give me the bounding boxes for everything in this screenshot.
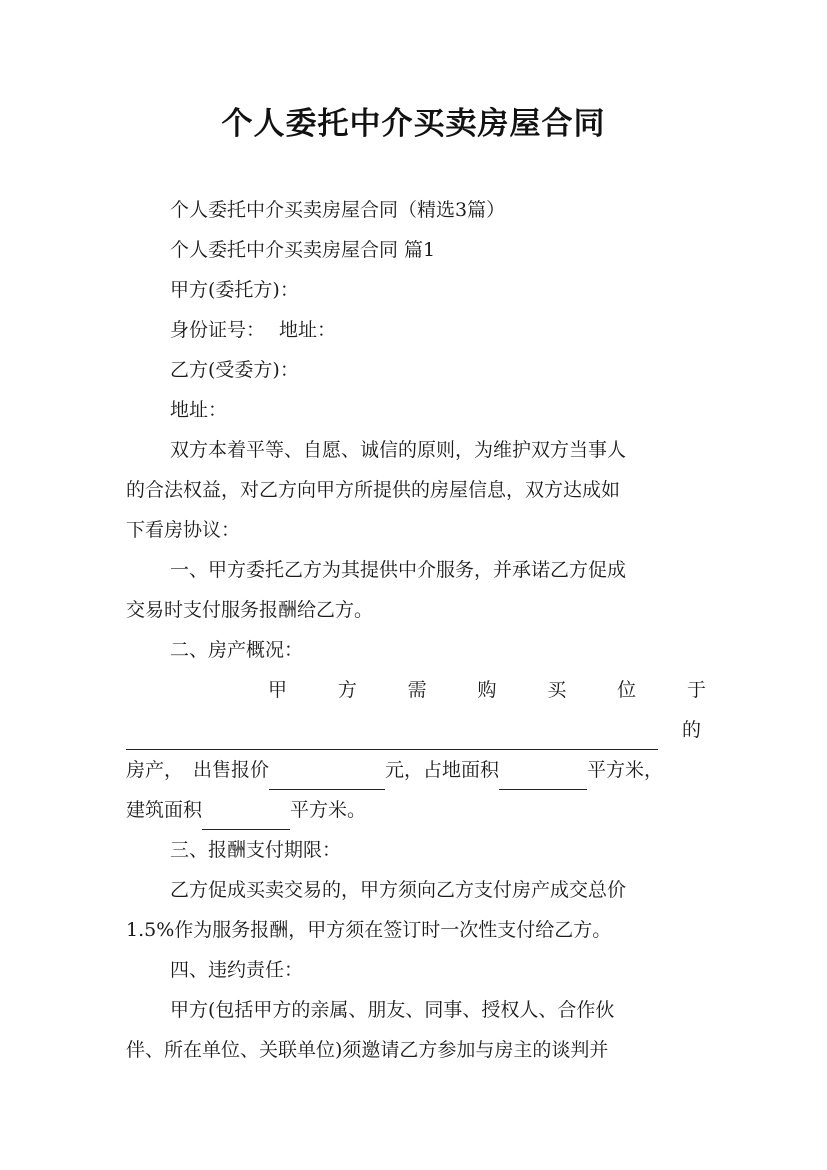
building-area-label: 建筑面积 — [126, 799, 203, 821]
clause-heading: 二、房产概况： — [170, 639, 304, 661]
de-char: 的 — [682, 719, 702, 741]
price-area-line — [126, 750, 706, 790]
party-b-address-label: 地址： — [170, 399, 228, 421]
property-label: 房产， — [126, 759, 184, 781]
paragraph-line: 的合法权益，对乙方向甲方所提供的房屋信息，双方达成如 — [126, 479, 621, 501]
spaced-char: 需 — [407, 679, 427, 701]
price-blank — [269, 767, 385, 790]
section-heading: 个人委托中介买卖房屋合同 篇1 — [170, 239, 436, 261]
spaced-char: 买 — [547, 679, 567, 701]
spaced-char: 甲 — [268, 679, 288, 701]
document-body — [126, 190, 706, 1070]
location-blank — [126, 727, 658, 750]
land-area-blank — [499, 767, 587, 790]
document-title: 个人委托中介买卖房屋合同 — [221, 106, 606, 142]
paragraph-line: 双方本着平等、自愿、诚信的原则，为维护双方当事人 — [170, 439, 627, 461]
clause-line: 乙方促成买卖交易的，甲方须向乙方支付房产成交总价 — [170, 879, 627, 901]
land-area-label: 元，占地面积 — [385, 759, 500, 781]
sqm-unit: 平方米。 — [290, 799, 367, 821]
subtitle-line: 个人委托中介买卖房屋合同（精选3篇） — [170, 199, 506, 221]
clause-heading: 四、违约责任： — [170, 959, 304, 981]
clause-line: 1.5%作为服务报酬，甲方须在签订时一次性支付给乙方。 — [126, 919, 612, 941]
party-b-label: 乙方(受委方)： — [170, 359, 299, 381]
paragraph-line: 下看房协议： — [126, 519, 241, 541]
clause-line: 一、甲方委托乙方为其提供中介服务，并承诺乙方促成 — [170, 559, 627, 581]
building-area-line — [126, 790, 706, 830]
id-address-line — [126, 310, 706, 350]
sqm-unit: 平方米， — [587, 759, 664, 781]
building-area-blank — [202, 807, 290, 830]
address-label: 地址： — [279, 319, 337, 341]
spaced-char: 方 — [337, 679, 357, 701]
id-number-label: 身份证号： — [170, 319, 266, 341]
price-label: 出售报价 — [193, 759, 270, 781]
justified-line — [126, 670, 706, 710]
spaced-char: 位 — [617, 679, 637, 701]
clause-line: 甲方(包括甲方的亲属、朋友、同事、授权人、合作伙 — [170, 999, 615, 1021]
spaced-char: 购 — [477, 679, 497, 701]
party-a-label: 甲方(委托方)： — [170, 279, 299, 301]
location-blank-line — [126, 710, 706, 750]
clause-line: 交易时支付服务报酬给乙方。 — [126, 599, 374, 621]
spaced-char: 于 — [686, 679, 706, 701]
clause-heading: 三、报酬支付期限： — [170, 839, 342, 861]
clause-line: 伴、所在单位、关联单位)须邀请乙方参加与房主的谈判并 — [126, 1039, 609, 1061]
